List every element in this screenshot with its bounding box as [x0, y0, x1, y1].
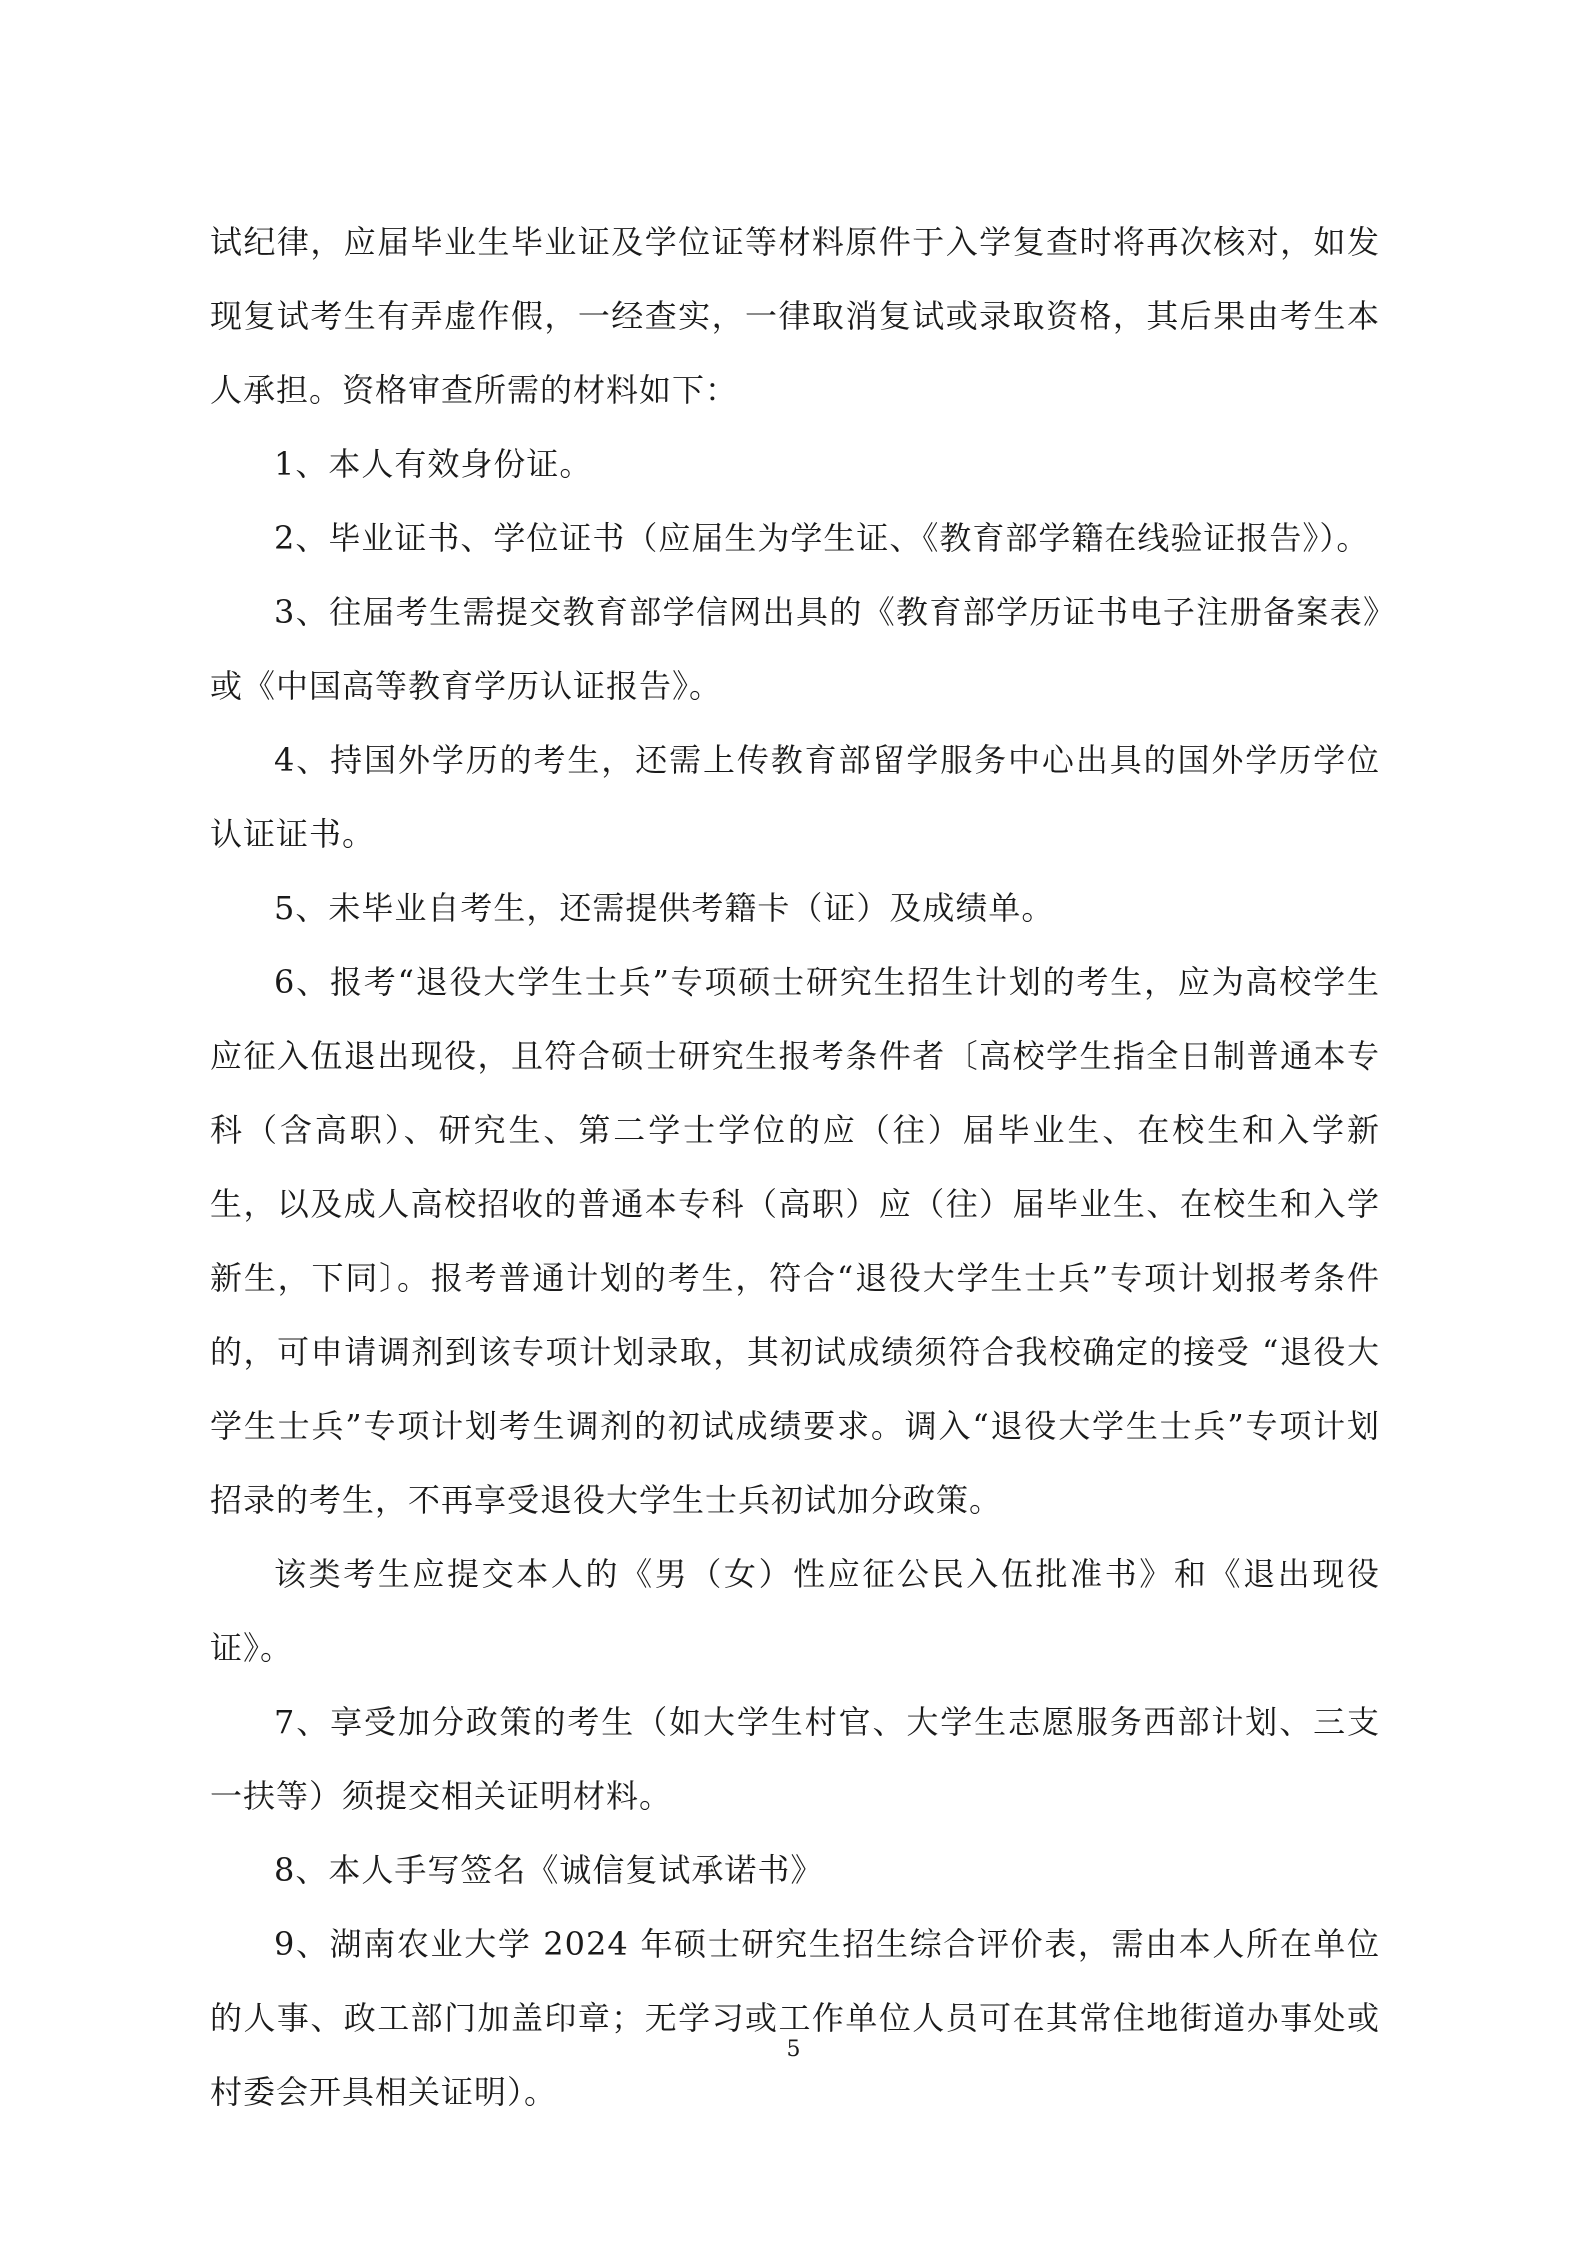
paragraph-item-3: 3、往届考生需提交教育部学信网出具的《教育部学历证书电子注册备案表》或《中国高等教育学历认证报告》。	[210, 593, 1380, 705]
paragraph-item-9: 9、湖南农业大学 2024 年硕士研究生招生综合评价表，需由本人所在单位的人事、政工部门加盖印章；无学习或工作单位人员可在其常住地街道办事处或村委会开具相关证明）。	[210, 1925, 1380, 2111]
paragraph-item-4: 4、持国外学历的考生，还需上传教育部留学服务中心出具的国外学历学位认证证书。	[210, 741, 1380, 853]
page-number: 5	[786, 2037, 801, 2062]
document-body	[210, 205, 1380, 2129]
paragraph-item-6: 6、报考“退役大学生士兵”专项硕士研究生招生计划的考生，应为高校学生应征入伍退出现役，且符合硕士研究生报考条件者〔高校学生指全日制普通本专科（含高职）、研究生、第二学士学位的应（往）届毕业生、在校生和入学新生，以及成人高校招收的普通本专科（高职）应（往）届毕业生、在校生和入学新生，下同〕。报考普通计划的考生，符合“退役大学生士兵”专项计划报考条件的，可申请调剂到该专项计划录取，其初试成绩须符合我校确定的接受 “退役大学生士兵”专项计划考生调剂的初试成绩要求。调入“退役大学生士兵”专项计划招录的考生，不再享受退役大学生士兵初试加分政策。	[210, 963, 1380, 1519]
paragraph-item-7: 7、享受加分政策的考生（如大学生村官、大学生志愿服务西部计划、三支一扶等）须提交相关证明材料。	[210, 1703, 1380, 1815]
paragraph-item-5: 5、未毕业自考生，还需提供考籍卡（证）及成绩单。	[274, 889, 1055, 927]
paragraph-item-1: 1、本人有效身份证。	[274, 445, 593, 483]
paragraph-continuation: 试纪律，应届毕业生毕业证及学位证等材料原件于入学复查时将再次核对，如发现复试考生有弄虚作假，一经查实，一律取消复试或录取资格，其后果由考生本人承担。资格审查所需的材料如下：	[210, 223, 1380, 409]
paragraph-item-2: 2、毕业证书、学位证书（应届生为学生证、《教育部学籍在线验证报告》）。	[274, 519, 1370, 557]
paragraph-item-8: 8、本人手写签名《诚信复试承诺书》	[274, 1851, 824, 1889]
paragraph-item-6-note: 该类考生应提交本人的《男（女）性应征公民入伍批准书》和《退出现役证》。	[210, 1555, 1380, 1667]
